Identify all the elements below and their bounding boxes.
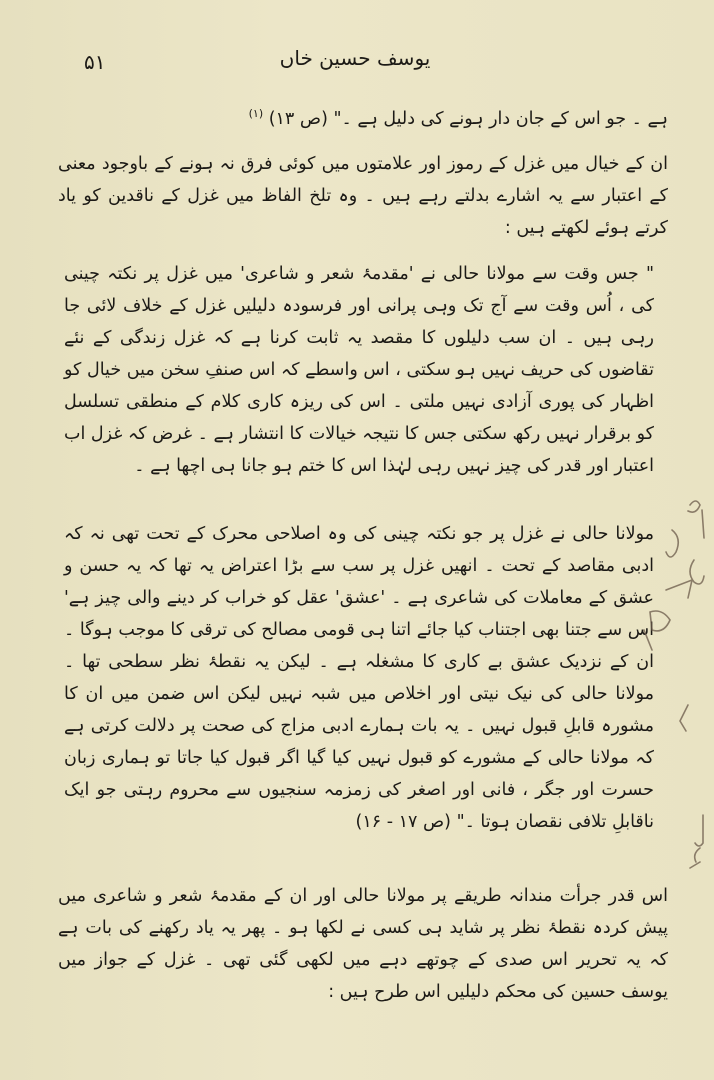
paragraph-text: ان کے خیال میں غزل کے رموز اور علامتوں میں کوئی فرق نہ ہونے کے باوجود معنی کے اعتبار سے یہ اشارے بدلتے رہے ہیں ۔ وہ تلخ الفاظ میں غزل کے ناقدین کو یاد کرتے ہوئے لکھتے ہیں : (58, 154, 668, 238)
paragraph-text: " جس وقت سے مولانا حالی نے 'مقدمۂ شعر و شاعری' میں غزل پر نکتہ چینی کی ، اُس وقت سے آج تک وہی پرانی اور فرسودہ دلیلیں غزل کے خلاف لائی جا رہی ہیں ۔ ان سب دلیلوں کا مقصد یہ ثابت کرنا ہے کہ غزل زندگی کے نئے تقاضوں کی حریف نہیں ہو سکتی ، اس واسطے کہ اس صنفِ سخن میں خیال کو اظہار کی پوری آزادی نہیں ملتی ۔ اس کی ریزہ کاری کلام کے منطقی تسلسل کو برقرار نہیں رکھ سکتی جس کا نتیجہ خیالات کا انتشار ہے ۔ غرض کہ غزل اب اعتبار اور قدر کی چیز نہیں رہی لہٰذا اس کا ختم ہو جانا ہی اچھا ہے ۔ (64, 264, 654, 476)
paragraph-5 (58, 880, 668, 1008)
quote-paragraph (64, 258, 654, 482)
paragraph-text: اس قدر جرأت مندانہ طریقے پر مولانا حالی اور ان کے مقدمۂ شعر و شاعری میں پیش کردہ نقطۂ نظر پر شاید ہی کسی نے لکھا ہو ۔ پھر یہ یاد رکھنے کی بات ہے کہ یہ تحریر اس صدی کے چوتھے دہے میں لکھی گئی تھی ۔ غزل کے جواز میں یوسف حسین کی محکم دلیلیں اس طرح ہیں : (58, 886, 668, 1002)
footnote-mark: (۱) (248, 107, 264, 120)
paragraph-1 (58, 98, 668, 135)
paragraph-text: مولانا حالی نے غزل پر جو نکتہ چینی کی وہ اصلاحی محرک کے تحت تھی نہ کہ ادبی مقاصد کے تحت ۔ انھیں غزل پر سب سے بڑا اعتراض یہ تھا کہ یہ حسن و عشق کے معاملات کی شاعری ہے ۔ 'عشق' عقل کو خراب کر دینے والی چیز ہے' اس سے جتنا بھی اجتناب کیا جائے اتنا ہی قومی مصالح کی ترقی کا موجب ہوگا ۔ ان کے نزدیک عشق بے کاری کا مشغلہ ہے ۔ لیکن یہ نقطۂ نظر سطحی تھا ۔ مولانا حالی کی نیک نیتی اور اخلاص میں شبہ نہیں لیکن اس ضمن میں ان کا مشورہ قابلِ قبول نہیں ۔ یہ بات ہمارے ادبی مزاج کی صحت پر دلالت کرتی ہے کہ مولانا حالی کے مشورے کو قبول نہیں کیا گیا اگر قبول کیا جاتا تو ہماری زبان حسرت اور جگر ، فانی اور اصغر کی زمزمہ سنجیوں سے محروم رہتی جو ایک ناقابلِ تلافی نقصان ہوتا ۔" (ص ۱۷ - ۱۶) (64, 524, 654, 832)
paragraph-4 (64, 518, 654, 838)
running-header: یوسف حسین خاں (279, 46, 431, 70)
paragraph-text: ہے ۔ جو اس کے جان دار ہونے کی دلیل ہے ۔" (ص ۱۳) (268, 108, 668, 129)
page-number: ۵۱ (84, 50, 106, 74)
paragraph-2 (58, 148, 668, 244)
